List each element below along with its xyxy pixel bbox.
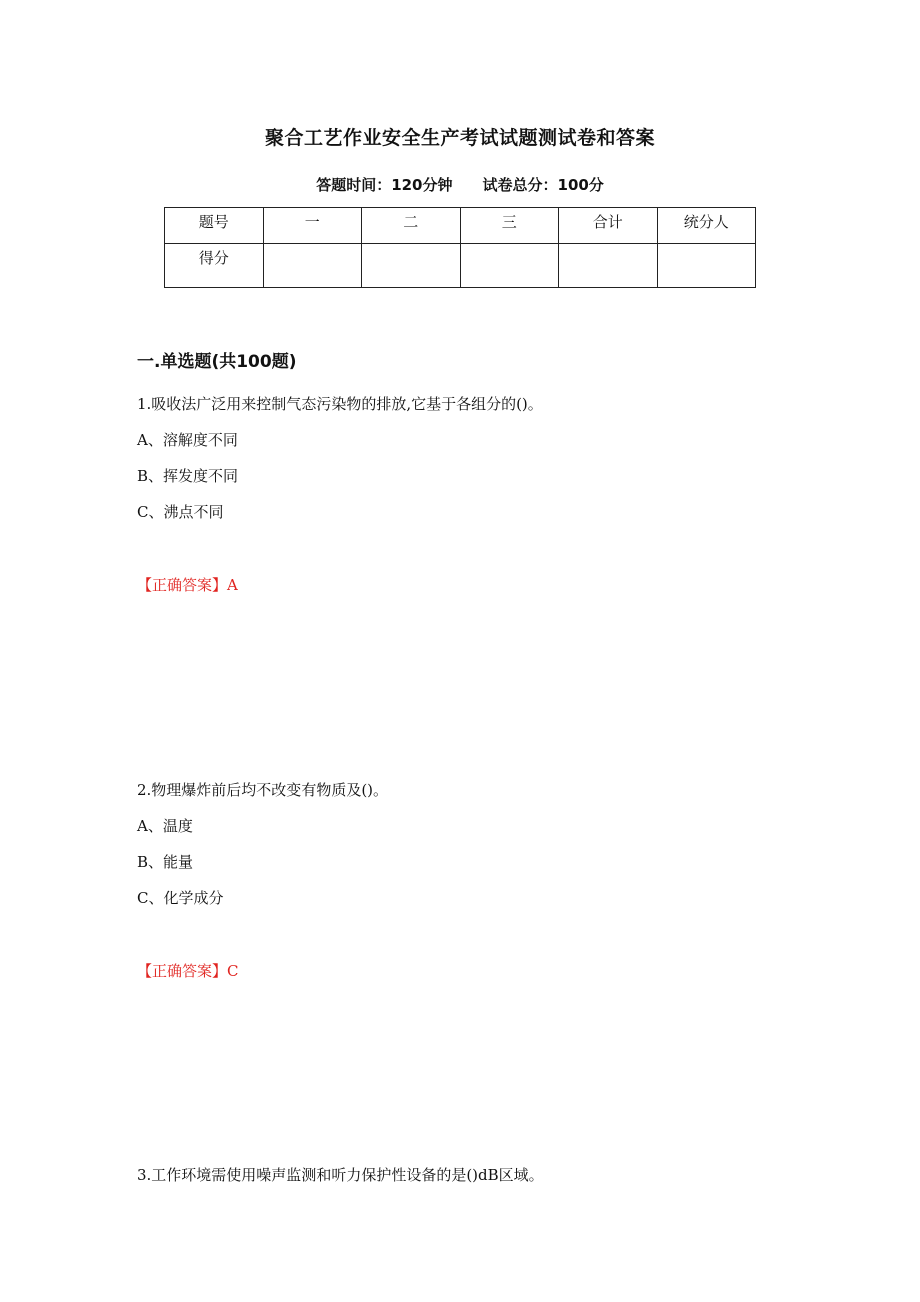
score-cell bbox=[559, 244, 658, 288]
header-cell-number: 题号 bbox=[165, 208, 264, 244]
header-cell-part-2: 二 bbox=[362, 208, 461, 244]
total-score: 试卷总分：100分 bbox=[482, 176, 604, 194]
score-cell bbox=[362, 244, 461, 288]
exam-info bbox=[0, 174, 920, 195]
question-option: C、化学成分 bbox=[137, 889, 224, 907]
header-cell-part-1: 一 bbox=[263, 208, 362, 244]
header-cell-part-3: 三 bbox=[460, 208, 559, 244]
score-table-score-row bbox=[165, 244, 756, 288]
correct-answer: 【正确答案】A bbox=[137, 576, 238, 594]
question-stem: 1.吸收法广泛用来控制气态污染物的排放,它基于各组分的()。 bbox=[137, 395, 543, 413]
question-stem: 2.物理爆炸前后均不改变有物质及()。 bbox=[137, 781, 389, 799]
score-table-header-row bbox=[165, 208, 756, 244]
question-option: A、温度 bbox=[137, 817, 193, 835]
question-option: B、能量 bbox=[137, 853, 194, 871]
section-title: 一.单选题(共100题) bbox=[137, 352, 297, 372]
document-title: 聚合工艺作业安全生产考试试题测试卷和答案 bbox=[264, 127, 655, 149]
score-cell bbox=[657, 244, 756, 288]
question-stem: 3.工作环境需使用噪声监测和听力保护性设备的是()dB区域。 bbox=[137, 1166, 544, 1184]
exam-time: 答题时间：120分钟 bbox=[316, 176, 453, 194]
question-option: C、沸点不同 bbox=[137, 503, 224, 521]
question-option: A、溶解度不同 bbox=[137, 431, 238, 449]
score-table bbox=[164, 207, 756, 288]
score-row-label: 得分 bbox=[165, 244, 264, 288]
question-option: B、挥发度不同 bbox=[137, 467, 239, 485]
score-cell bbox=[263, 244, 362, 288]
correct-answer: 【正确答案】C bbox=[137, 962, 239, 980]
header-cell-total: 合计 bbox=[559, 208, 658, 244]
score-cell bbox=[460, 244, 559, 288]
header-cell-scorer: 统分人 bbox=[657, 208, 756, 244]
